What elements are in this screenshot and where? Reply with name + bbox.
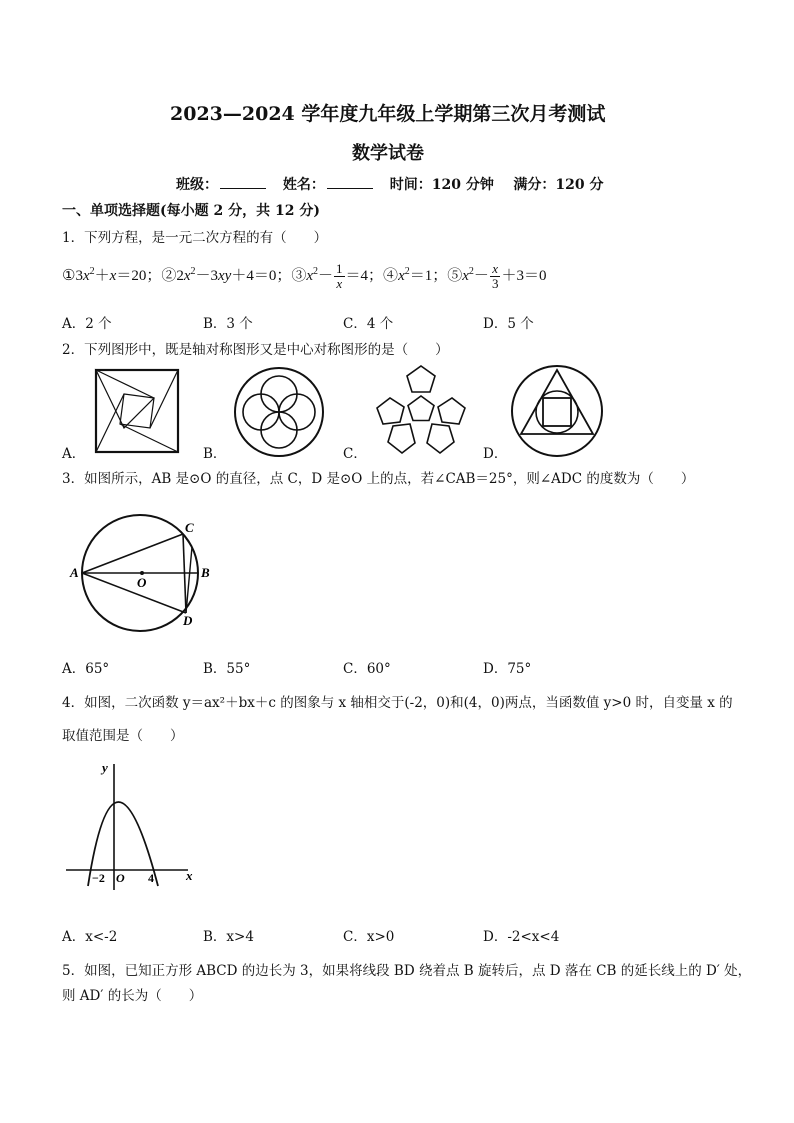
q2-option-a[interactable]: A． — [62, 446, 86, 462]
figure-a-pinwheel-square — [94, 368, 180, 454]
class-label: 班级： — [176, 177, 218, 193]
tick-neg2: −2 — [92, 871, 105, 885]
label-c: C — [185, 520, 194, 535]
class-blank[interactable] — [220, 174, 266, 189]
name-blank[interactable] — [327, 174, 373, 189]
q3-option-a[interactable]: A．65° — [62, 661, 110, 677]
figure-q4-parabola — [62, 758, 202, 894]
q4-option-c[interactable]: C．x>0 — [343, 929, 395, 945]
score-label: 满分：120 分 — [513, 177, 604, 193]
label-b: B — [201, 565, 210, 580]
question-5-stem-line-1: 5．如图，已知正方形 ABCD 的边长为 3，如果将线段 BD 绕着点 B 旋转后，点 D 落在 CB 的延长线上的 D′ 处， — [62, 963, 752, 979]
figure-c-pentagons — [374, 364, 468, 456]
q3-option-d[interactable]: D．75° — [483, 661, 532, 677]
axis-y-label: y — [102, 760, 108, 775]
q2-option-c[interactable]: C． — [343, 446, 367, 462]
page-title: 2023—2024 学年度九年级上学期第三次月考测试 — [170, 103, 606, 125]
q1-option-d[interactable]: D．5 个 — [483, 316, 534, 332]
question-3-stem: 3．如图所示，AB 是⊙O 的直径，点 C，D 是⊙O 上的点，若∠CAB＝25°，则∠ADC 的度数为（ ） — [62, 471, 695, 487]
label-a: A — [70, 565, 79, 580]
q2-option-b[interactable]: B． — [203, 446, 227, 462]
label-d: D — [183, 613, 193, 628]
q3-option-b[interactable]: B．55° — [203, 661, 251, 677]
figure-b-four-circles — [233, 366, 325, 458]
time-label: 时间：120 分钟 — [389, 177, 494, 193]
page-subtitle: 数学试卷 — [352, 143, 424, 164]
exam-info-row — [176, 174, 603, 194]
axis-x-label: x — [186, 868, 193, 883]
name-label: 姓名： — [282, 177, 325, 193]
q2-option-d[interactable]: D． — [483, 446, 508, 462]
tick-4: 4 — [148, 871, 154, 885]
label-o: O — [137, 575, 147, 590]
figure-d-nested-shapes — [510, 364, 604, 458]
question-1-stem: 1．下列方程，是一元二次方程的有（ ） — [62, 230, 328, 246]
question-4-stem-line-1: 4．如图，二次函数 y＝ax²＋bx＋c 的图象与 x 轴相交于(-2，0)和(4，0)两点，当函数值 y>0 时，自变量 x 的 — [62, 695, 733, 711]
section-heading: 一、单项选择题(每小题 2 分，共 12 分) — [62, 203, 320, 219]
q1-option-c[interactable]: C．4 个 — [343, 316, 394, 332]
origin-label: O — [116, 871, 125, 885]
figure-q3-circle — [62, 515, 222, 635]
q3-option-c[interactable]: C．60° — [343, 661, 391, 677]
q4-option-a[interactable]: A．x<-2 — [62, 929, 118, 945]
question-5-stem-line-2: 则 AD′ 的长为（ ） — [62, 988, 203, 1004]
q1-option-b[interactable]: B．3 个 — [203, 316, 253, 332]
question-1-equations: $①3x^2+x=20$；$②2x^2-3xy+4=0$；$③x^2-$ $\frac{1}{x}$ ＝4；$④x^2=1$；$⑤x^2-$ $\frac{x}{3}$ ＋3＝0 — [62, 261, 547, 291]
question-2-stem: 2．下列图形中，既是轴对称图形又是中心对称图形的是（ ） — [62, 342, 449, 358]
q1-option-a[interactable]: A．2 个 — [62, 316, 112, 332]
question-4-stem-line-2: 取值范围是（ ） — [62, 728, 184, 744]
q4-option-b[interactable]: B．x>4 — [203, 929, 254, 945]
q4-option-d[interactable]: D．-2<x<4 — [483, 929, 560, 945]
